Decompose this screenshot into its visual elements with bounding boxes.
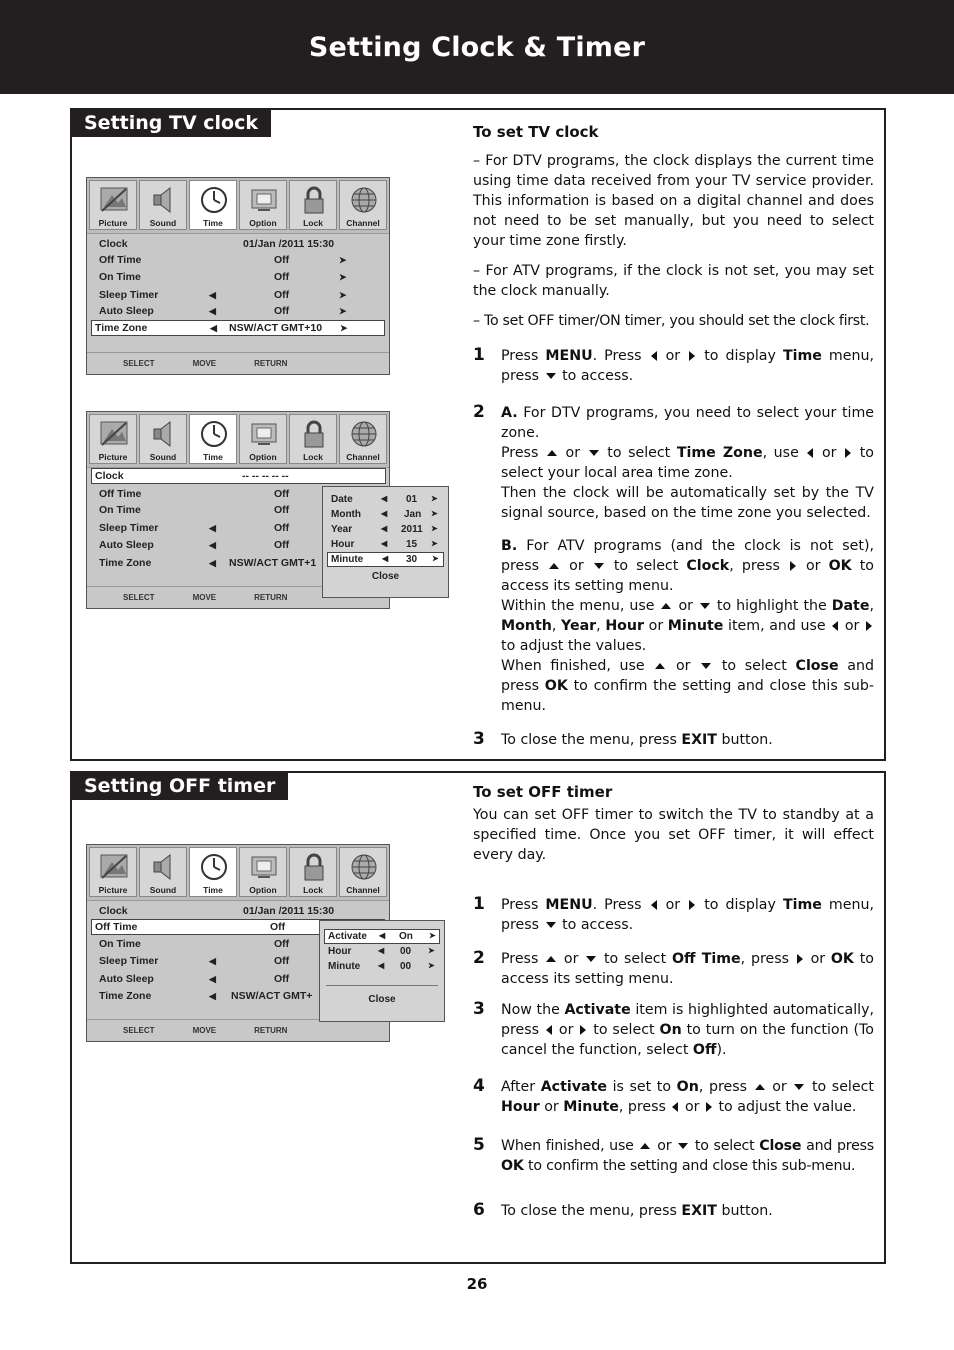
up-arrow-icon [661, 603, 671, 609]
option-icon [248, 852, 280, 882]
up-arrow-icon [549, 563, 559, 569]
left-arrow-icon [651, 900, 657, 910]
tab-label: Picture [98, 452, 128, 462]
up-arrow-icon [546, 956, 556, 962]
menu-row-on-time: On Time Off [99, 938, 290, 950]
menu-tabs [87, 845, 389, 901]
menu-footer: SELECT MOVE RETURN [87, 586, 389, 608]
tab-sound[interactable] [139, 847, 187, 897]
step-1: 1 Press MENU. Press or to display Time menu, press to access. [473, 894, 874, 933]
up-arrow-icon [547, 450, 557, 456]
tab-label: Lock [303, 885, 323, 895]
menu-row-off-time: Off Time Off [99, 488, 290, 500]
submenu-row-minute: Minute ◀ 30 ➤ [327, 552, 444, 567]
down-arrow-icon [586, 956, 596, 962]
up-arrow-icon [755, 1084, 765, 1090]
submenu-row-hour: Hour ◀ 00 ➤ [328, 946, 435, 957]
left-arrow-icon [546, 1025, 552, 1035]
tab-label: Time [203, 218, 223, 228]
menu-tabs [87, 412, 389, 468]
step-3: 3 Now the Activate item is highlighted automatically, press or to select On to turn on the function (To cancel the function, select Off). [473, 999, 874, 1058]
tab-label: Sound [149, 885, 177, 895]
menu-row-time-zone: Time Zone ◀ NSW/ACT GMT+ [99, 990, 313, 1002]
tv-menu-time [86, 177, 390, 375]
step-2: 2 A. For DTV programs, you need to select your time zone. Press or to select Time Zone, use or to select your local area time zone. Then the clock will be automatically set by the TV signal source, based on the time zone you selected. B. For ATV programs (and the clock is not set), press or to select Clock, press or OK to access its setting menu. Within the menu, use or to highlight the Date, Month, Year, Hour or Minute item, and use or to adjust the values. When finished, use or to select Close and press OK to confirm the setting and close this sub-menu. [473, 402, 874, 714]
tab-label: Lock [303, 452, 323, 462]
up-arrow-icon [655, 663, 665, 669]
step-2: 2 Press or to select Off Time, press or OK to access its setting menu. [473, 948, 874, 987]
tab-picture[interactable] [89, 847, 137, 897]
tab-label: Option [249, 885, 277, 895]
submenu-close-button[interactable]: Close [371, 571, 400, 582]
submenu-row-year: Year ◀ 2011 ➤ [331, 524, 438, 535]
globe-icon [348, 419, 380, 449]
left-arrow-icon [672, 1102, 678, 1112]
tab-label: Channel [346, 452, 380, 462]
sound-icon [148, 852, 180, 882]
down-arrow-icon [546, 373, 556, 379]
menu-row-clock: Clock 01/Jan /2011 15:30 [99, 905, 335, 917]
tab-channel[interactable] [339, 180, 387, 230]
tab-label: Option [249, 452, 277, 462]
submenu-row-month: Month ◀ Jan ➤ [331, 509, 438, 520]
tab-lock[interactable] [289, 180, 337, 230]
menu-row-sleep-timer: Sleep Timer ◀ Off [99, 955, 290, 967]
tab-sound[interactable] [139, 180, 187, 230]
clock-submenu [322, 486, 449, 598]
tab-label: Time [203, 885, 223, 895]
paragraph: You can set OFF timer to switch the TV to standby at a specified time. Once you set OFF timer, it will effect every day. [473, 807, 874, 863]
left-arrow-icon [832, 621, 838, 631]
menu-row-on-time: On Time Off ➤ [99, 271, 347, 283]
right-arrow-icon [797, 954, 803, 964]
right-arrow-icon [790, 561, 796, 571]
lock-icon [298, 852, 330, 882]
setting-tv-clock-section [70, 108, 886, 761]
up-arrow-icon [640, 1143, 650, 1149]
tab-time[interactable] [189, 847, 237, 897]
tab-option[interactable] [239, 414, 287, 464]
down-arrow-icon [794, 1084, 804, 1090]
tab-time[interactable] [189, 414, 237, 464]
clock-icon [198, 852, 230, 882]
menu-row-time-zone: Time Zone ◀ NSW/ACT GMT+10 ➤ [91, 320, 385, 336]
sound-icon [148, 185, 180, 215]
right-arrow-icon [845, 448, 851, 458]
menu-row-auto-sleep: Auto Sleep ◀ Off [99, 973, 290, 985]
down-arrow-icon [589, 450, 599, 456]
left-arrow-icon [807, 448, 813, 458]
right-arrow-icon [866, 621, 872, 631]
paragraph: – For ATV programs, if the clock is not set, you may set the clock manually. [473, 263, 874, 299]
down-arrow-icon [594, 563, 604, 569]
menu-row-clock: Clock -- -- -- -- -- [91, 468, 386, 484]
tab-label: Time [203, 452, 223, 462]
down-arrow-icon [678, 1143, 688, 1149]
down-arrow-icon [546, 922, 556, 928]
tab-label: Lock [303, 218, 323, 228]
tab-label: Option [249, 218, 277, 228]
tab-channel[interactable] [339, 847, 387, 897]
menu-row-on-time: On Time Off [99, 504, 290, 516]
right-arrow-icon [689, 351, 695, 361]
step-5: 5 When finished, use or to select Close and press OK to confirm the setting and close this sub-menu. [473, 1135, 874, 1174]
lock-icon [298, 185, 330, 215]
down-arrow-icon [700, 603, 710, 609]
menu-rows [87, 234, 389, 352]
globe-icon [348, 852, 380, 882]
lock-icon [298, 419, 330, 449]
menu-row-sleep-timer: Sleep Timer ◀ Off ➤ [99, 289, 347, 301]
section-heading: To set TV clock [473, 123, 599, 141]
menu-row-auto-sleep: Auto Sleep ◀ Off [99, 539, 290, 551]
tab-time[interactable] [189, 180, 237, 230]
globe-icon [348, 185, 380, 215]
page-title: Setting Clock & Timer [308, 31, 646, 63]
step-4: 4 After Activate is set to On, press or to select Hour or Minute, press or to adjust the value. [473, 1076, 874, 1115]
option-icon [248, 419, 280, 449]
tab-label: Sound [149, 452, 177, 462]
tab-lock[interactable] [289, 847, 337, 897]
page-header [0, 0, 954, 94]
menu-row-off-time: Off Time Off ➤ [99, 254, 347, 266]
off-timer-submenu [319, 920, 445, 1022]
menu-tabs [87, 178, 389, 234]
submenu-row-date: Date ◀ 01 ➤ [331, 494, 438, 505]
right-arrow-icon [689, 900, 695, 910]
tab-picture[interactable] [89, 180, 137, 230]
left-arrow-icon [651, 351, 657, 361]
clock-icon [198, 419, 230, 449]
clock-icon [198, 185, 230, 215]
tab-label: Picture [98, 218, 128, 228]
menu-row-off-time: Off Time Off [91, 919, 385, 935]
submenu-row-minute: Minute ◀ 00 ➤ [328, 961, 435, 972]
tab-picture[interactable] [89, 414, 137, 464]
tab-label: Channel [346, 218, 380, 228]
tab-option[interactable] [239, 180, 287, 230]
setting-off-timer-section [70, 771, 886, 1264]
section-heading: To set OFF timer [473, 783, 613, 801]
tab-lock[interactable] [289, 414, 337, 464]
right-arrow-icon [580, 1025, 586, 1035]
paragraph: – For DTV programs, the clock displays the current time using time data received from your TV service provider. This information is based on a digital channel and does not need to be set manually, but you need to select your time zone firstly. [473, 153, 874, 249]
tab-label: Picture [98, 885, 128, 895]
submenu-row-activate: Activate ◀ On ➤ [324, 929, 440, 944]
page-number: 26 [466, 1275, 488, 1293]
step-1: 1 Press MENU. Press or to display Time menu, press to access. [473, 345, 874, 384]
sound-icon [148, 419, 180, 449]
submenu-close-button[interactable]: Close [368, 994, 396, 1005]
down-arrow-icon [701, 663, 711, 669]
menu-row-sleep-timer: Sleep Timer ◀ Off [99, 522, 290, 534]
menu-footer: SELECT MOVE RETURN [87, 352, 389, 374]
menu-footer: SELECT MOVE RETURN [87, 1019, 389, 1041]
tab-sound[interactable] [139, 414, 187, 464]
picture-icon [98, 185, 130, 215]
right-arrow-icon [706, 1102, 712, 1112]
step-3: 3 To close the menu, press EXIT button. [473, 729, 773, 749]
section-title: Setting OFF timer [72, 773, 288, 800]
menu-row-auto-sleep: Auto Sleep ◀ Off ➤ [99, 305, 347, 317]
tab-channel[interactable] [339, 414, 387, 464]
step-6: 6 To close the menu, press EXIT button. [473, 1200, 773, 1220]
menu-row-clock: Clock 01/Jan /2011 15:30 [99, 238, 335, 250]
picture-icon [98, 852, 130, 882]
tab-option[interactable] [239, 847, 287, 897]
tab-label: Sound [149, 218, 177, 228]
submenu-row-hour: Hour ◀ 15 ➤ [331, 539, 438, 550]
off-timer-instructions [473, 782, 874, 1221]
option-icon [248, 185, 280, 215]
tv-clock-instructions [473, 122, 874, 750]
tab-label: Channel [346, 885, 380, 895]
section-title: Setting TV clock [72, 110, 271, 137]
menu-row-time-zone: Time Zone ◀ NSW/ACT GMT+1 [99, 557, 317, 569]
picture-icon [98, 419, 130, 449]
paragraph: – To set OFF timer/ON timer, you should set the clock first. [473, 313, 870, 329]
